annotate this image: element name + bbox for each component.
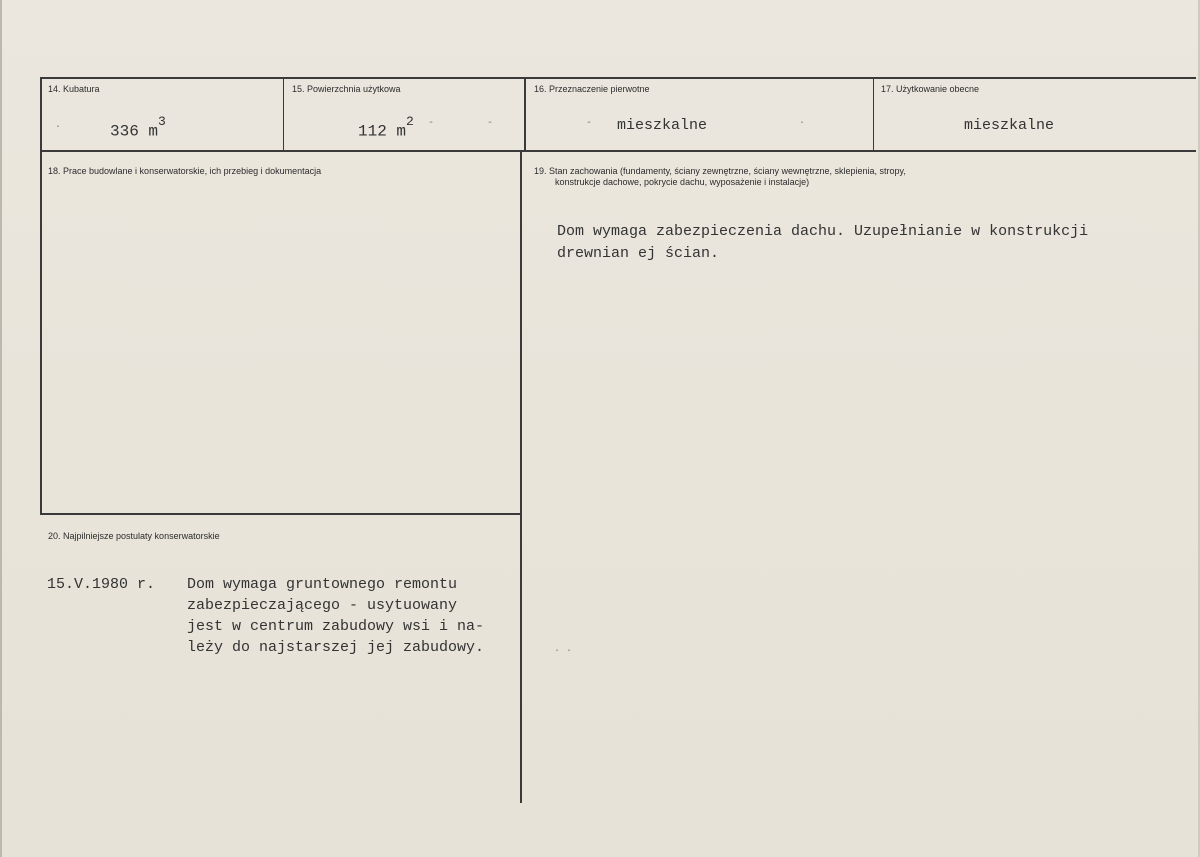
- field20-text-line: leży do najstarszej jej zabudowy.: [187, 639, 485, 656]
- field20-text-line: jest w centrum zabudowy wsi i na-: [187, 618, 485, 635]
- field19-text-line1: Dom wymaga zabezpieczenia dachu. Uzupełnianie w konstrukcji: [557, 223, 1089, 240]
- field20-top-line: [40, 513, 522, 515]
- field16-label: 16. Przeznaczenie pierwotne: [534, 84, 650, 94]
- field19-text-line2: drewnian ej ścian.: [557, 245, 720, 262]
- field16-value: mieszkalne: [617, 117, 708, 134]
- smudge-mark: .: [799, 116, 806, 127]
- left-border-line: [40, 77, 42, 514]
- field20-text-line: zabezpieczającego - usytuowany: [187, 597, 458, 614]
- field15-label: 15. Powierzchnia użytkowa: [292, 84, 401, 94]
- divider-14-15: [283, 77, 284, 151]
- field17-value: mieszkalne: [964, 117, 1055, 134]
- field19-label-line2: konstrukcje dachowe, pokrycie dachu, wyposażenie i instalacje): [555, 177, 810, 187]
- field19-label-line1: 19. Stan zachowania (fundamenty, ściany zewnętrzne, ściany wewnętrzne, sklepienia, stropy,: [534, 166, 906, 176]
- field20-label: 20. Najpilniejsze postulaty konserwatorskie: [48, 531, 220, 541]
- field20-date: 15.V.1980 r.: [47, 576, 156, 593]
- field17-label: 17. Użytkowanie obecne: [881, 84, 980, 94]
- divider-16-17: [873, 77, 874, 151]
- smudge-mark: .: [55, 120, 62, 131]
- field15-value: [358, 114, 414, 143]
- top-border-line: [40, 77, 1196, 79]
- cubature-value: 336 m: [110, 122, 159, 141]
- smudge-mark: -: [586, 118, 593, 129]
- smudge-mark: . .: [554, 644, 573, 655]
- area-exponent: 2: [406, 114, 414, 129]
- cubature-exponent: 3: [158, 114, 166, 129]
- field18-label: 18. Prace budowlane i konserwatorskie, ich przebieg i dokumentacja: [48, 166, 322, 176]
- field14-value: [110, 114, 166, 143]
- area-value: 112 m: [358, 122, 407, 141]
- divider-15-16: [524, 77, 526, 151]
- field14-label: 14. Kubatura: [48, 84, 100, 94]
- row1-bottom-line: [40, 150, 1196, 152]
- main-vertical-divider: [520, 150, 522, 803]
- field20-text-line: Dom wymaga gruntownego remontu: [187, 576, 458, 593]
- smudge-mark: -: [487, 118, 494, 129]
- smudge-mark: -: [428, 118, 435, 129]
